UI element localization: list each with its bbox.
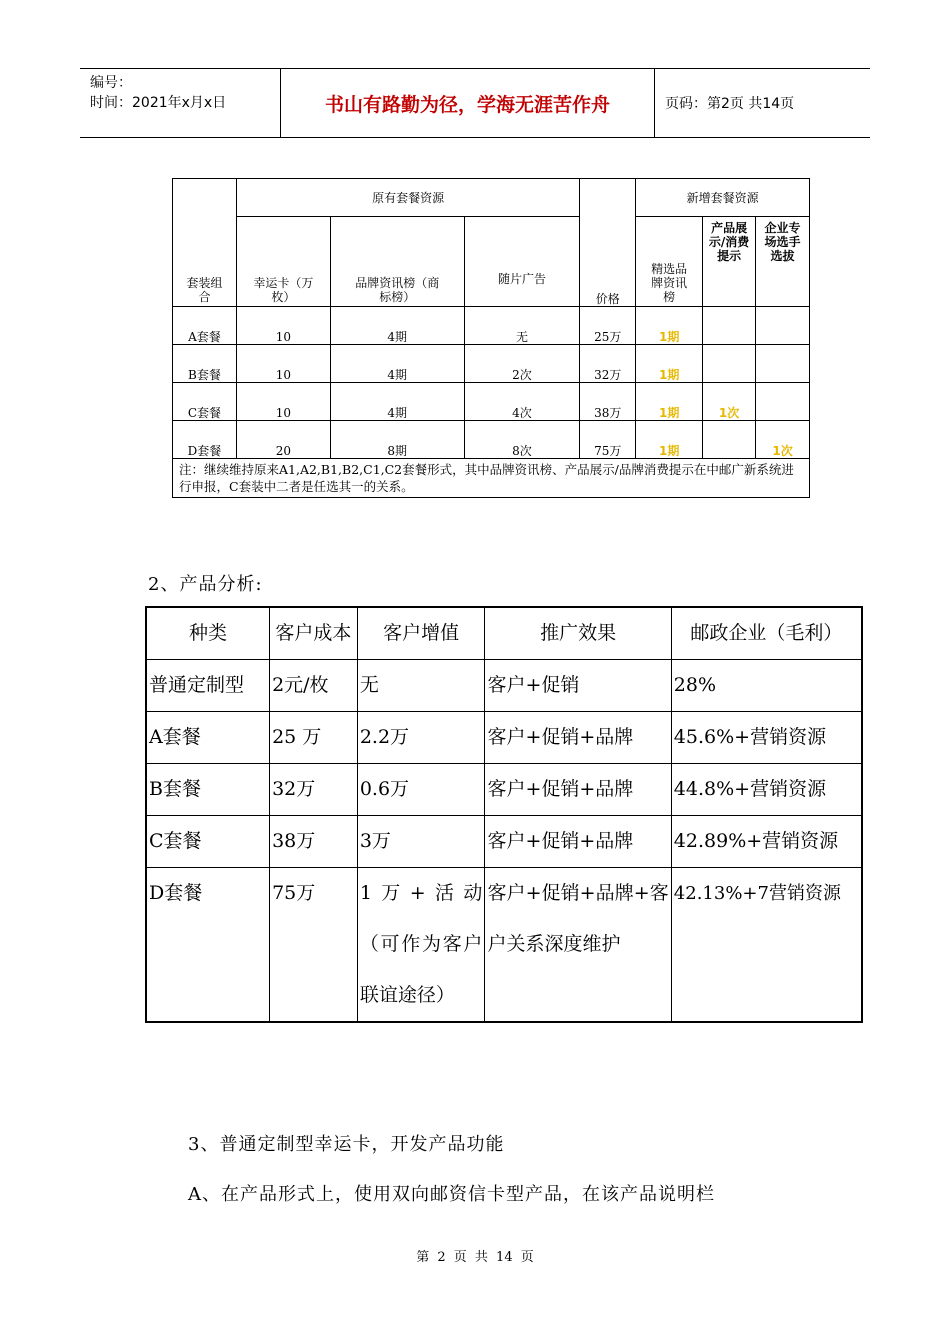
table-row: A套餐 25 万 2.2万 客户+促销+品牌 45.6%+营销资源 (146, 712, 862, 764)
page-footer: 第 2 页 共 14 页 (416, 1250, 534, 1265)
page-code: 页码：第2页 共14页 (665, 96, 795, 112)
original-resources-header: 原有套餐资源 (236, 179, 579, 217)
table-note: 注：继续维持原来A1,A2,B1,B2,C1,C2套餐形式，其中品牌资讯榜、产品展示/品牌消费提示在中邮广新系统进行申报，C套装中二者是任选其一的关系。 (173, 459, 810, 498)
table-row: B套餐 32万 0.6万 客户+促销+品牌 44.8%+营销资源 (146, 764, 862, 816)
enterprise-select-header: 企业专场选手选拔 (756, 217, 810, 307)
table-row: C套餐 38万 3万 客户+促销+品牌 42.89%+营销资源 (146, 816, 862, 868)
new-resources-header: 新增套餐资源 (636, 179, 810, 217)
page-header (80, 68, 870, 138)
combo-header: 套装组合 (173, 179, 237, 307)
table-row: D套餐 75万 1万+活动（可作为客户联谊途径） 客户+促销+品牌+客户关系深度维护 42.13%+7营销资源 (146, 868, 862, 1023)
table-row: C套餐 10 4期 4次 38万 1期 1次 (173, 383, 810, 421)
table-row: D套餐 20 8期 8次 75万 1期 1次 (173, 421, 810, 459)
number-label: 编号： (90, 75, 132, 91)
price-header: 价格 (580, 179, 636, 307)
section-2-title: 2、产品分析: (148, 574, 263, 595)
table-row: 普通定制型 2元/枚 无 客户+促销 28% (146, 660, 862, 712)
package-table (172, 178, 810, 498)
time-label: 时间：2021年x月x日 (90, 95, 227, 111)
motto: 书山有路勤为径，学海无涯苦作舟 (280, 69, 655, 137)
paragraph-a: A、在产品形式上，使用双向邮资信卡型产品，在该产品说明栏 (188, 1184, 715, 1205)
table-header-row: 种类 客户成本 客户增值 推广效果 邮政企业（毛利） (146, 607, 862, 660)
analysis-table (145, 606, 863, 1023)
featured-brand-header: 精选品牌资讯榜 (636, 217, 703, 307)
table-row: B套餐 10 4期 2次 32万 1期 (173, 345, 810, 383)
section-3-title: 3、普通定制型幸运卡，开发产品功能 (188, 1134, 505, 1155)
header-meta (80, 69, 280, 137)
enclosed-ad-header: 随片广告 (464, 217, 580, 307)
lucky-card-header: 幸运卡（万枚） (236, 217, 330, 307)
product-show-header: 产品展示/消费提示 (703, 217, 756, 307)
brand-list-header: 品牌资讯榜（商标榜） (330, 217, 464, 307)
table-row: A套餐 10 4期 无 25万 1期 (173, 307, 810, 345)
